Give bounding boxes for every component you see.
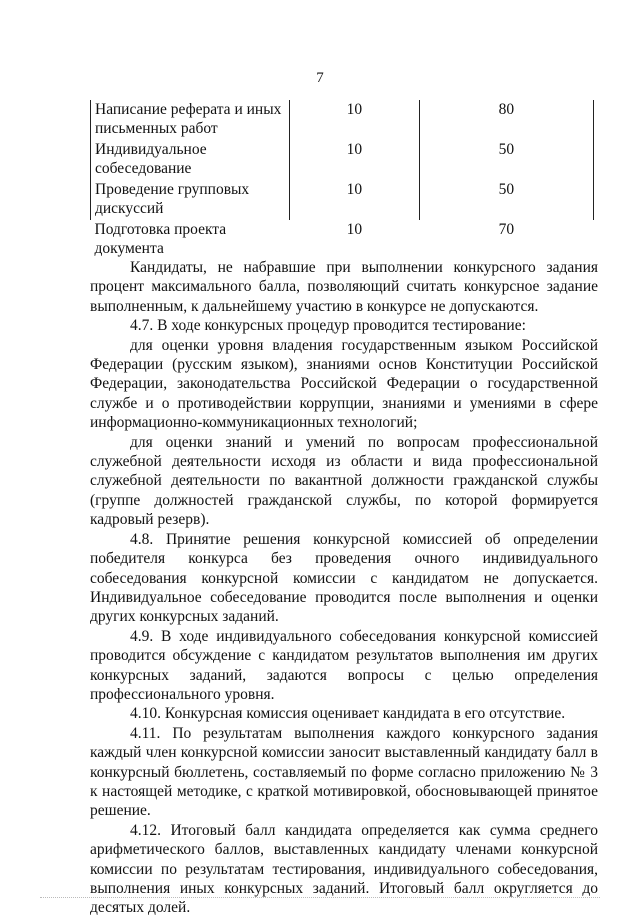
value-cell: 10 <box>346 221 363 238</box>
paragraph: 4.8. Принятие решения конкурсной комиссией об определении победителя конкурса без проведения очного индивидуального собеседования конкурсной комиссии с кандидатом не допускается. Индивидуальное собеседование проводится после выполнения и оценки других конкурсных заданий. <box>90 530 598 626</box>
scan-edge-divider <box>40 897 600 898</box>
table-row <box>91 100 594 140</box>
table-row <box>91 180 594 220</box>
paragraph: 4.7. В ходе конкурсных процедур проводится тестирование: <box>130 317 526 335</box>
page-number: 7 <box>316 70 324 86</box>
paragraph: для оценки уровня владения государственным языком Российской Федерации (русским языком), знаниями основ Конституции Российской Федерации, законодательства Российской Федерации о государственной службе и о противодействии коррупции, знаниями и умениями в сфере информационно-коммуникационных технологий; <box>90 336 598 432</box>
value-cell: 10 <box>290 100 420 140</box>
paragraph: 4.12. Итоговый балл кандидата определяется как сумма среднего арифметического баллов, выставленных кандидату членами конкурсной комиссии по результатам тестирования, индивидуального собеседования, выполнения иных конкурсных заданий. Итоговый балл округляется до десятых долей. <box>90 821 598 917</box>
value-cell: 50 <box>419 140 593 180</box>
score-table <box>90 100 594 260</box>
table-row <box>91 220 594 260</box>
task-cell: Написание реферата и иных письменных работ <box>91 100 290 140</box>
paragraph: 4.10. Конкурсная комиссия оценивает кандидата в его отсутствие. <box>130 705 566 723</box>
paragraph: 4.11. По результатам выполнения каждого конкурсного задания каждый член конкурсной комиссии заносит выставленный кандидату балл в конкурсный бюллетень, составляемый по форме согласно приложению № 3 к настоящей методике, с краткой мотивировкой, обосновывающей принятое решение. <box>90 724 598 820</box>
body-text <box>90 258 598 918</box>
paragraph: Кандидаты, не набравшие при выполнении конкурсного задания процент максимального балла, позволяющий считать конкурсное задание выполненным, к дальнейшему участию в конкурсе не допускаются. <box>90 259 598 315</box>
task-cell: Подготовка проекта документа <box>94 221 227 257</box>
value-cell: 10 <box>290 140 420 180</box>
task-cell: Индивидуальное собеседование <box>91 140 290 180</box>
value-cell: 80 <box>419 100 593 140</box>
paragraph: для оценки знаний и умений по вопросам профессиональной служебной деятельности исходя из области и вида профессиональной служебной деятельности по вакантной должности гражданской службы (группе должностей гражданской службы, по которой формируется кадровый резерв). <box>90 433 598 529</box>
table-row <box>91 140 594 180</box>
value-cell: 50 <box>419 180 593 220</box>
paragraph: 4.9. В ходе индивидуального собеседования конкурсной комиссией проводится обсуждение с кандидатом результатов выполнения им других конкурсных заданий, задаются вопросы с целью определения профессионального уровня. <box>90 627 598 703</box>
value-cell: 70 <box>498 221 515 238</box>
task-cell: Проведение групповых дискуссий <box>91 180 290 220</box>
value-cell: 10 <box>290 180 420 220</box>
